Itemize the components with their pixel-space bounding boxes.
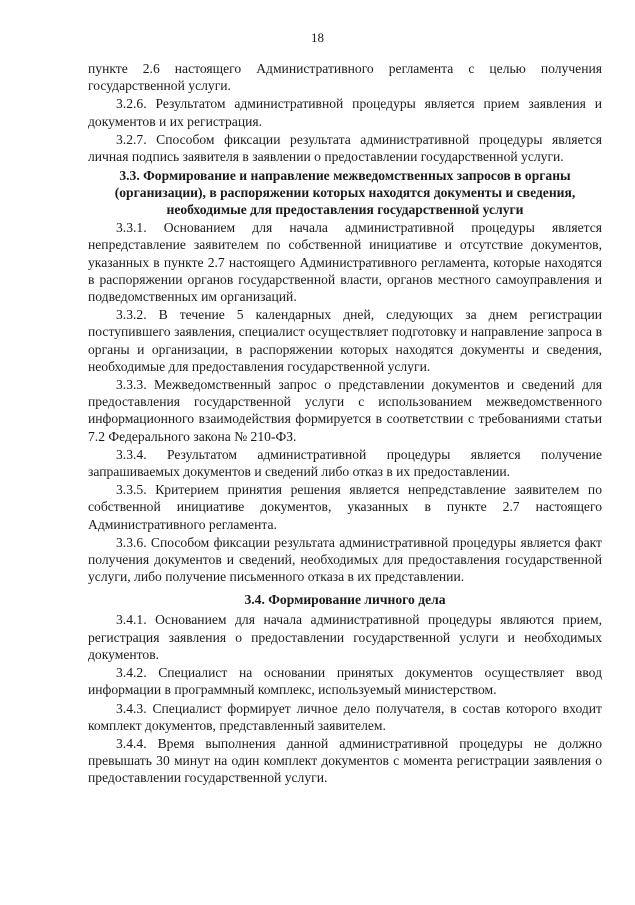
page-number: 18 bbox=[311, 30, 324, 45]
paragraph-3-3-3: 3.3.3. Межведомственный запрос о представлении документов и сведений для предоставления государственной услуги с использованием межведомственного информационного взаимодействия формируется в соответствии с требованиями статьи 7.2 Федерального закона № 210-ФЗ. bbox=[88, 377, 602, 444]
paragraph-3-4-1: 3.4.1. Основанием для начала административной процедуры являются прием, регистрация заявления о предоставлении государственной услуги и необходимых документов. bbox=[88, 612, 602, 662]
paragraph-3-4-4: 3.4.4. Время выполнения данной административной процедуры не должно превышать 30 минут на один комплект документов с момента регистрации заявления о предоставлении государственной услуги. bbox=[88, 735, 602, 786]
section-heading-3-4: 3.4. Формирование личного дела bbox=[244, 592, 446, 608]
paragraph-3-3-5: 3.3.5. Критерием принятия решения является непредставление заявителем по собственной инициативе документов, указанных в пункте 2.7 настоящего Административного регламента. bbox=[88, 482, 602, 532]
document-body bbox=[88, 60, 602, 788]
paragraph-3-3-4: 3.3.4. Результатом административной процедуры является получение запрашиваемых документов и сведений либо отказ в их предоставлении. bbox=[88, 446, 602, 480]
paragraph-3-4-2: 3.4.2. Специалист на основании принятых документов осуществляет ввод информации в программный комплекс, используемый министерством. bbox=[88, 665, 602, 698]
paragraph-continuation: пункте 2.6 настоящего Административного регламента с целью получения государственной услуги. bbox=[88, 61, 602, 94]
paragraph-3-4-3: 3.4.3. Специалист формирует личное дело получателя, в состав которого входит комплект документов, представленный заявителем. bbox=[88, 700, 602, 733]
paragraph-3-3-2: 3.3.2. В течение 5 календарных дней, следующих за днем регистрации поступившего заявления, специалист осуществляет подготовку и направление запроса в органы и организации, в распоряжении которых находятся документы и сведения, необходимые для предоставления государственной услуги. bbox=[88, 307, 602, 374]
paragraph-3-2-7: 3.2.7. Способом фиксации результата административной процедуры является личная подпись заявителя в заявлении о предоставлении государственной услуги. bbox=[88, 131, 602, 165]
section-heading-3-3: 3.3. Формирование и направление межведомственных запросов в органы (организации), в распоряжении которых находятся документы и сведения, необходимые для предоставления государственной услуги bbox=[114, 168, 576, 218]
paragraph-3-3-1: 3.3.1. Основанием для начала административной процедуры является непредставление заявителем по собственной инициативе и отсутствие документов, указанных в пункте 2.7 настоящего Административного регламента, которые находятся в распоряжении органов государственной власти, органов местного самоуправления и подведомственных им организаций. bbox=[88, 220, 602, 305]
paragraph-3-3-6: 3.3.6. Способом фиксации результата административной процедуры является факт получения документов и сведений, необходимых для предоставления государственной услуги, либо получение письменного отказа в их представлении. bbox=[88, 534, 602, 585]
paragraph-3-2-6: 3.2.6. Результатом административной процедуры является прием заявления и документов и их регистрация. bbox=[88, 96, 602, 129]
